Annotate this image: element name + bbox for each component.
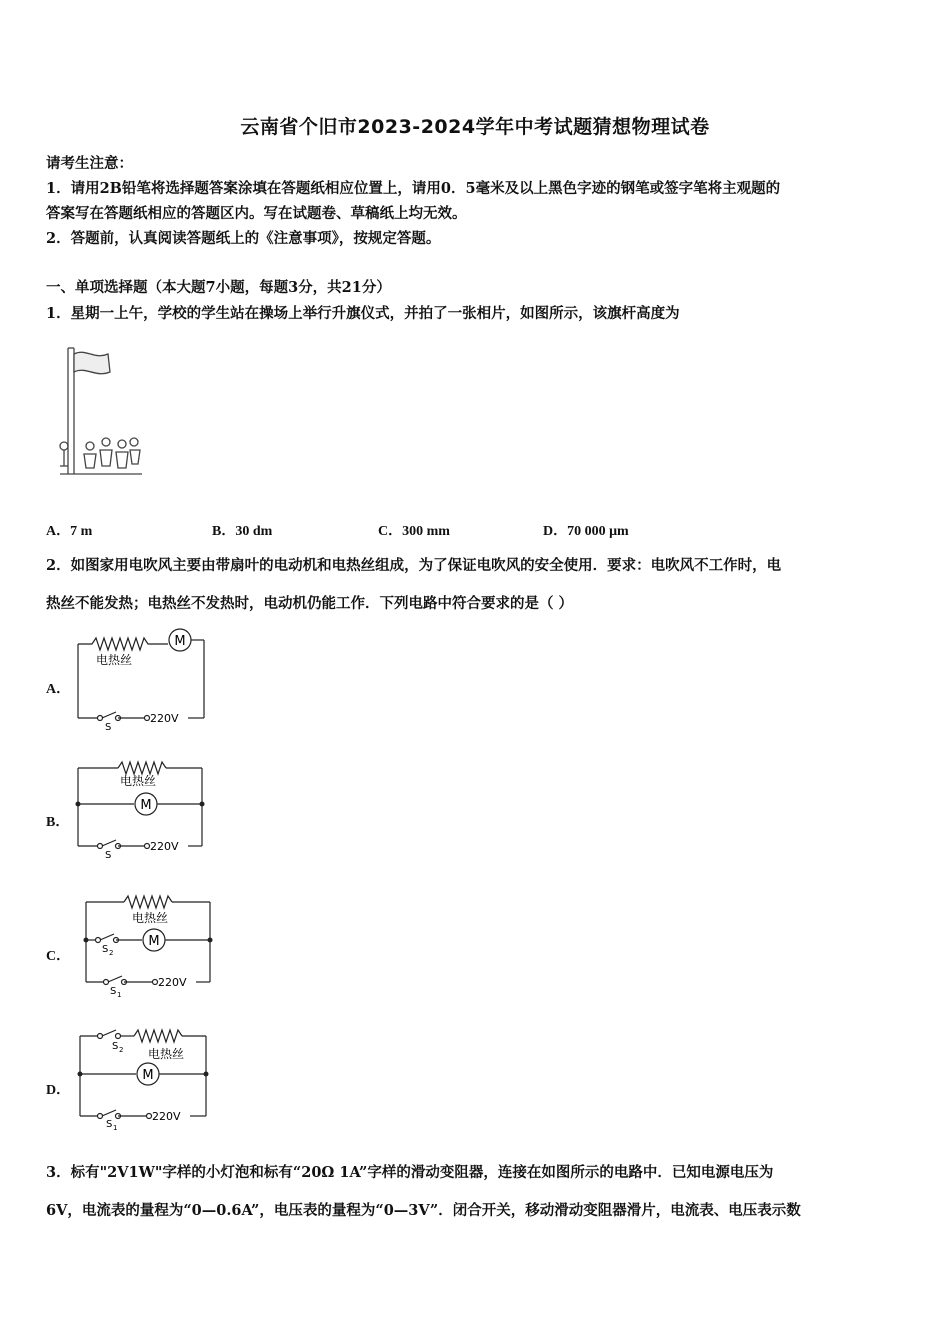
- q1-option-a[interactable]: A．7 m: [46, 524, 93, 539]
- circuit-c: [78, 894, 223, 998]
- voltage-label: 220V: [158, 976, 187, 989]
- voltage-label: 220V: [150, 712, 179, 725]
- circuit-b: [70, 760, 215, 860]
- motor-label: M: [142, 1068, 154, 1083]
- switch-s2-subscript: 2: [119, 1046, 124, 1054]
- notice-heading: 请考生注意：: [46, 155, 133, 172]
- notice-line-2: 答案写在答题纸相应的答题区内。写在试题卷、草稿纸上均无效。: [46, 205, 467, 222]
- q2-option-a-label[interactable]: A．: [46, 682, 71, 697]
- switch-s2-label: S: [112, 1041, 119, 1052]
- q1-option-c[interactable]: C．300 mm: [378, 524, 450, 539]
- switch-s1-subscript: 1: [117, 991, 122, 998]
- q2-option-c-label[interactable]: C．: [46, 949, 71, 964]
- heater-label: 电热丝: [96, 653, 133, 667]
- heater-label: 电热丝: [120, 774, 157, 788]
- switch-label: S: [105, 850, 112, 860]
- notice-line-1: 1．请用2B铅笔将选择题答案涂填在答题纸相应位置上，请用0．5毫米及以上黑色字迹的钢笔或签字笔将主观题的: [46, 180, 781, 197]
- heater-label: 电热丝: [148, 1047, 185, 1061]
- question-1-text: 1．星期一上午，学校的学生站在操场上举行升旗仪式，并拍了一张相片，如图所示，该旗杆高度为: [46, 305, 680, 322]
- question-3-line-1: 3．标有"2V1W"字样的小灯泡和标有“20Ω 1A”字样的滑动变阻器，连接在如图所示的电路中．已知电源电压为: [46, 1164, 774, 1181]
- circuit-d: [72, 1026, 217, 1132]
- question-3-line-2: 6V，电流表的量程为“0—0.6A”，电压表的量程为“0—3V”．闭合开关，移动滑动变阻器滑片，电流表、电压表示数: [46, 1202, 801, 1219]
- question-2-line-2: 热丝不能发热；电热丝不发热时，电动机仍能工作．下列电路中符合要求的是（ ）: [46, 595, 574, 612]
- voltage-label: 220V: [150, 840, 179, 853]
- flagpole-figure: [50, 342, 150, 482]
- notice-line-3: 2．答题前，认真阅读答题纸上的《注意事项》，按规定答题。: [46, 230, 441, 247]
- q1-option-b[interactable]: B．30 dm: [212, 524, 273, 539]
- motor-label: M: [140, 798, 152, 813]
- heater-label: 电热丝: [132, 911, 169, 925]
- q1-option-d[interactable]: D．70 000 μm: [543, 524, 629, 539]
- voltage-label: 220V: [152, 1110, 181, 1123]
- question-2-line-1: 2．如图家用电吹风主要由带扇叶的电动机和电热丝组成，为了保证电吹风的安全使用．要求：电吹风不工作时，电: [46, 557, 782, 574]
- circuit-a: [70, 624, 215, 734]
- motor-label: M: [174, 634, 186, 649]
- page-title: 云南省个旧市2023-2024学年中考试题猜想物理试卷: [240, 116, 710, 138]
- section-heading: 一、单项选择题（本大题7小题，每题3分，共21分）: [46, 279, 391, 296]
- switch-s2-subscript: 2: [109, 949, 114, 957]
- motor-label: M: [148, 934, 160, 949]
- switch-s1-subscript: 1: [113, 1124, 118, 1132]
- q2-option-b-label[interactable]: B．: [46, 815, 70, 830]
- switch-s1-label: S: [110, 986, 117, 997]
- switch-label: S: [105, 722, 112, 733]
- switch-s2-label: S: [102, 944, 109, 955]
- q2-option-d-label[interactable]: D．: [46, 1083, 71, 1098]
- switch-s1-label: S: [106, 1119, 113, 1130]
